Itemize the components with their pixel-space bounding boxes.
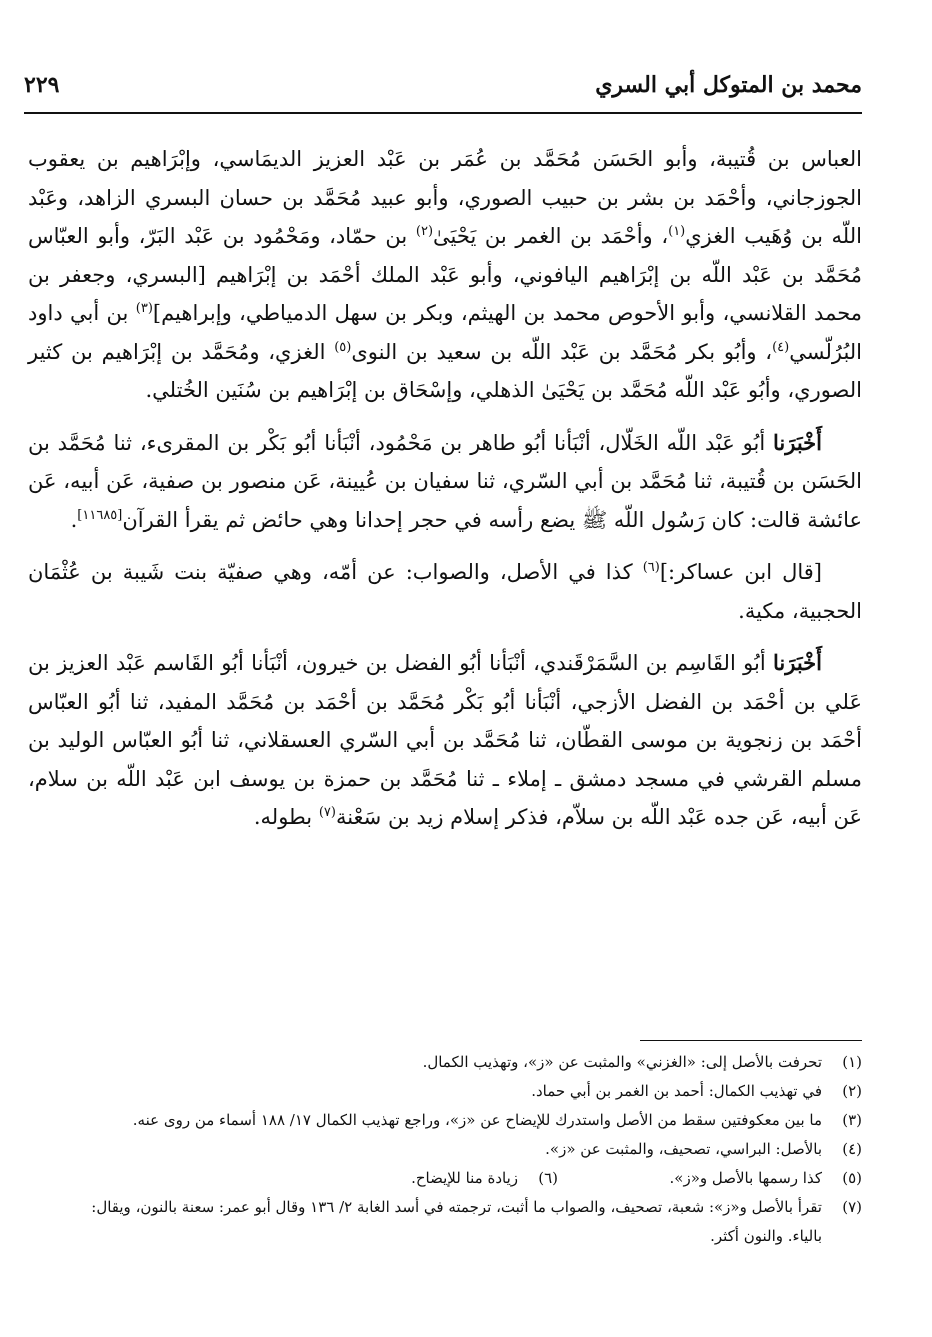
paragraph-text: [قال ابن عساكر:]: [659, 560, 822, 584]
footnote-item: [58, 1106, 862, 1135]
footnote-number: (٧): [842, 1198, 862, 1216]
paragraph-text: الغزي، ومُحَمَّد بن إبْرَاهيم بن كثير الصوري، وأبُو عَبْد اللّه مُحَمَّد بن يَحْيَىٰ الذهلي، وإسْحَاق بن إبْرَاهيم بن سُنَين الخُتلي.: [28, 339, 862, 402]
footnote-text: تقرأ بالأصل و«ز»: شعبة، تصحيف، والصواب ما أثبت، ترجمته في أسد الغابة ٢/ ١٣٦ وقال أبو عمر: سعنة بالنون، ويقال: بالياء. والنون أكثر.: [91, 1198, 822, 1245]
paragraph-text: بن أبي داود البُرُلّسي: [28, 301, 863, 364]
paragraph-text: أبُو القَاسِم بن السَّمَرْقَندي، أنْبَأنا أبُو الفضل بن خيرون، أنْبَأنا أبُو القَاسم عَبْد العزيز بن عَلي بن أحْمَد بن الفضل الأزجي، أنْبَأنا أبُو بَكْر مُحَمَّد بن أحْمَد بن مُحَمَّد المفيد، ثنا أبُو العبّاس أحْمَد بن زنجوية بن موسى القطّان، ثنا مُحَمَّد بن أبي السّري العسقلاني، ثنا أبُو العبّاس الوليد بن مسلم القرشي في مسجد دمشق ـ إملاء ـ ثنا مُحَمَّد بن حمزة بن يوسف ابن عَبْد اللّه بن سلام، عَن أبيه، عَن جده عَبْد اللّه بن سلاّم، فذكر إسلام زيد بن سَعْنة: [28, 651, 862, 829]
running-title: محمد بن المتوكل أبي السري: [595, 72, 862, 98]
paragraph-text: بطوله.: [253, 805, 319, 829]
paragraph-end: .: [70, 507, 78, 532]
paragraph-text: العباس بن قُتيبة، وأبو الحَسَن مُحَمَّد بن عُمَر بن عَبْد العزيز الديمَاسي، وإبْرَاهيم بن يعقوب الجوزجاني، وأحْمَد بن بشر بن حبيب الصوري، وأبو عبيد مُحَمَّد بن حسان البسري الزاهد، وعَبْد اللّه بن وُهَيب الغزي: [28, 147, 862, 248]
paragraph-text: ، وأبُو بكر مُحَمَّد بن عَبْد اللّه بن سعيد بن النوى: [351, 339, 773, 364]
hadith-number: [١١٦٨٥]: [77, 507, 123, 523]
footnote-number: (١): [842, 1053, 862, 1071]
paragraph-3: [28, 553, 862, 630]
main-text: [28, 140, 862, 851]
footnotes: [58, 1048, 862, 1251]
paragraph-text: أبُو عَبْد اللّه الخَلّال، أنْبَأنا أبُو طاهر بن مَحْمُود، أنْبَأنا أبُو بَكْر بن المقرىء، ثنا مُحَمَّد بن الحَسَن بن قُتيبة، ثنا مُحَمَّد بن أبي السّري، ثنا سفيان بن عُيينة، عَن منصور بن صفية، عَن أبيه، عَن عائشة قالت: كان رَسُول اللّه ﷺ يضع رأسه في حجر إحدانا وهي حائض ثم يقرأ القرآن: [28, 430, 862, 532]
footnote-text: زيادة منا للإيضاح.: [411, 1169, 518, 1187]
footnote-text: في تهذيب الكمال: أحمد بن الغمر بن أبي حماد.: [531, 1082, 822, 1100]
paragraph-lead: أَخْبَرَنا: [773, 650, 822, 675]
footnote-number: (٣): [842, 1111, 862, 1129]
page-header: [24, 72, 862, 112]
footnote-text: تحرفت بالأصل إلى: «الغزني» والمثبت عن «ز»، وتهذيب الكمال.: [422, 1053, 822, 1071]
paragraph-1: [28, 140, 862, 410]
footnote-item: [58, 1077, 862, 1106]
footnote-ref: (٢): [415, 224, 434, 239]
paragraph-2: [28, 424, 862, 540]
footnote-ref: (٦): [642, 560, 660, 575]
paragraph-lead: أَخْبَرَنا: [773, 429, 822, 455]
footnote-text: بالأصل: البراسي، تصحيف، والمثبت عن «ز».: [545, 1140, 822, 1158]
paragraph-text: كذا في الأصل، والصواب: عن أمّه، وهي صفيّة بنت شَيبة بن عُثْمَان الحجبية، مكية.: [28, 560, 862, 623]
footnote-number: (٥): [842, 1169, 862, 1187]
page-number: ٢٢٩: [24, 72, 60, 98]
footnote-number: (٤): [842, 1140, 862, 1158]
footnote-ref: (٥): [334, 339, 352, 355]
footnote-text: كذا رسمها بالأصل و«ز».: [669, 1169, 822, 1187]
footnote-number: (٦): [538, 1169, 558, 1187]
header-rule: [24, 112, 862, 114]
footnote-item: [58, 1135, 862, 1164]
paragraph-text: بن حمّاد، ومَحْمُود بن عَبْد البَرّ، وأبو العبّاس مُحَمَّد بن عَبْد اللّه بن إبْرَاهيم اليافوني، وأبو عَبْد الملك أحْمَد بن إبْرَاهيم [البسري، وجعفر بن محمد القلانسي، وأبو الأحوص محمد بن الهيثم، وبكر بن سهل الدمياطي، وإبراهيم]: [28, 224, 863, 325]
footnote-text: ما بين معكوفتين سقط من الأصل واستدرك للإيضاح عن «ز»، وراجع تهذيب الكمال ١٧/ ١٨٨ أسماء من روى عنه.: [132, 1111, 822, 1129]
footnote-ref: (١): [668, 224, 686, 239]
paragraph-text: ، وأحْمَد بن الغمر بن يَحْيَىٰ: [433, 224, 669, 248]
footnote-ref: (٣): [135, 301, 153, 316]
footnote-item: [58, 1193, 862, 1251]
footnote-number: (٢): [842, 1082, 862, 1100]
footnote-ref: (٧): [318, 805, 336, 820]
footnote-rule: [640, 1040, 862, 1041]
paragraph-4: [28, 644, 862, 837]
footnote-ref: (٤): [772, 339, 790, 355]
footnote-pair: [58, 1164, 862, 1193]
footnote-item: [58, 1048, 862, 1077]
